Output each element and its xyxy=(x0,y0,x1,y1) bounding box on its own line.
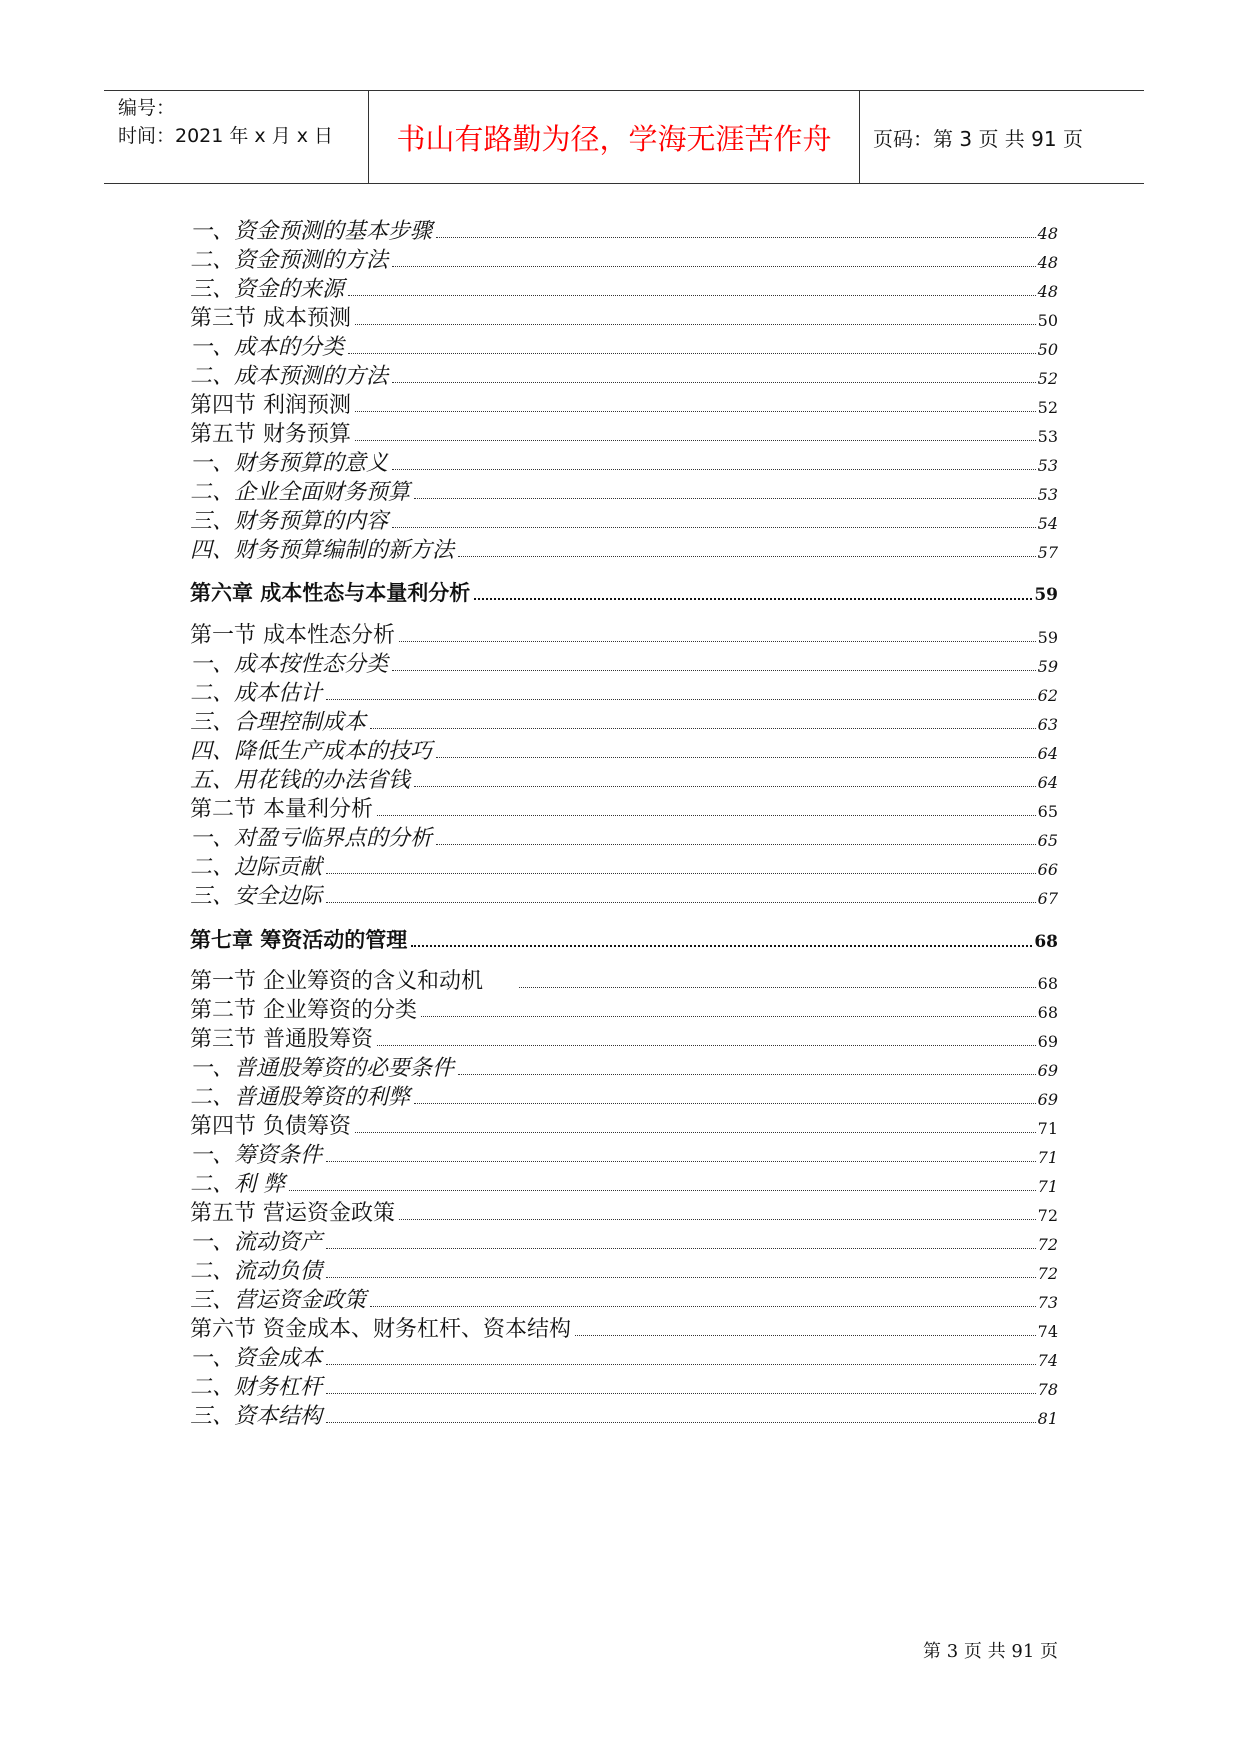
toc-entry-page: 64 xyxy=(1037,744,1058,763)
toc-entry-title: 二、资金预测的方法 xyxy=(190,248,389,273)
toc-leader-dots xyxy=(377,815,1036,816)
header-info-cell xyxy=(104,91,369,183)
toc-entry-title: 第四节 利润预测 xyxy=(190,393,351,418)
toc-entry-title: 四、降低生产成本的技巧 xyxy=(190,739,433,764)
toc-leader-dots xyxy=(326,1393,1036,1394)
toc-leader-dots xyxy=(355,411,1036,412)
toc-entry-page: 48 xyxy=(1037,282,1058,301)
toc-entry[interactable] xyxy=(190,1226,1058,1256)
toc-leader-dots xyxy=(411,945,1032,947)
toc-entry[interactable] xyxy=(190,447,1058,477)
toc-entry-page: 81 xyxy=(1037,1409,1058,1428)
toc-leader-dots xyxy=(399,641,1036,642)
toc-entry[interactable] xyxy=(190,1197,1058,1227)
toc-chapter-entry[interactable] xyxy=(190,577,1058,607)
toc-entry-page: 72 xyxy=(1037,1264,1058,1283)
toc-entry-title: 五、用花钱的办法省钱 xyxy=(190,768,411,793)
toc-entry-page: 74 xyxy=(1037,1351,1058,1370)
toc-entry-page: 65 xyxy=(1037,831,1058,850)
toc-entry[interactable] xyxy=(190,1023,1058,1053)
toc-entry-page: 62 xyxy=(1037,686,1058,705)
toc-entry-page: 69 xyxy=(1037,1032,1058,1051)
toc-entry-page: 72 xyxy=(1037,1235,1058,1254)
toc-entry-title: 三、营运资金政策 xyxy=(190,1288,367,1313)
toc-leader-dots xyxy=(348,353,1036,354)
document-time-label: 时间：2021 年 x 月 x 日 xyxy=(118,125,334,147)
toc-entry-title: 二、企业全面财务预算 xyxy=(190,480,411,505)
toc-entry[interactable] xyxy=(190,851,1058,881)
toc-entry-title: 四、财务预算编制的新方法 xyxy=(190,538,455,563)
toc-entry-title: 二、成本估计 xyxy=(190,681,323,706)
toc-entry-title: 三、资金的来源 xyxy=(190,277,345,302)
toc-leader-dots xyxy=(326,902,1036,903)
toc-leader-dots xyxy=(414,1103,1036,1104)
toc-leader-dots xyxy=(414,498,1036,499)
page-header xyxy=(104,90,1144,184)
toc-entry[interactable] xyxy=(190,1052,1058,1082)
toc-entry-title: 一、普通股筹资的必要条件 xyxy=(190,1056,455,1081)
toc-entry[interactable] xyxy=(190,648,1058,678)
toc-leader-dots xyxy=(474,598,1032,600)
toc-leader-dots xyxy=(392,469,1036,470)
toc-entry-page: 71 xyxy=(1037,1148,1058,1167)
toc-entry-title: 第七章 筹资活动的管理 xyxy=(190,928,408,952)
toc-entry[interactable] xyxy=(190,880,1058,910)
toc-entry-page: 50 xyxy=(1037,311,1058,330)
toc-leader-dots xyxy=(392,527,1036,528)
toc-entry-title: 第五节 财务预算 xyxy=(190,422,351,447)
toc-entry[interactable] xyxy=(190,677,1058,707)
toc-leader-dots xyxy=(436,844,1036,845)
toc-entry-page: 78 xyxy=(1037,1380,1058,1399)
toc-entry-title: 第三节 普通股筹资 xyxy=(190,1027,373,1052)
toc-leader-dots xyxy=(421,1016,1036,1017)
toc-entry-title: 第二节 企业筹资的分类 xyxy=(190,998,417,1023)
toc-leader-dots xyxy=(370,1306,1036,1307)
toc-entry[interactable] xyxy=(190,994,1058,1024)
header-motto-cell xyxy=(369,91,860,183)
toc-leader-dots xyxy=(575,1335,1036,1336)
toc-leader-dots xyxy=(326,1161,1036,1162)
toc-leader-dots xyxy=(392,266,1036,267)
toc-entry-page: 69 xyxy=(1037,1090,1058,1109)
toc-chapter-entry[interactable] xyxy=(190,924,1058,954)
toc-entry[interactable] xyxy=(190,244,1058,274)
toc-entry[interactable] xyxy=(190,1168,1058,1198)
toc-entry-page: 52 xyxy=(1037,369,1058,388)
toc-entry-page: 50 xyxy=(1037,340,1058,359)
toc-leader-dots xyxy=(326,1248,1036,1249)
toc-leader-dots xyxy=(399,1219,1036,1220)
toc-entry[interactable] xyxy=(190,331,1058,361)
toc-entry[interactable] xyxy=(190,273,1058,303)
toc-entry-title: 一、成本按性态分类 xyxy=(190,652,389,677)
toc-entry[interactable] xyxy=(190,302,1058,332)
toc-leader-dots xyxy=(370,728,1036,729)
toc-entry[interactable] xyxy=(190,619,1058,649)
toc-entry-title: 二、边际贡献 xyxy=(190,855,323,880)
toc-leader-dots xyxy=(414,786,1036,787)
toc-entry-title: 第三节 成本预测 xyxy=(190,306,351,331)
toc-leader-dots xyxy=(458,556,1036,557)
toc-entry-title: 第四节 负债筹资 xyxy=(190,1114,351,1139)
toc-entry[interactable] xyxy=(190,706,1058,736)
toc-leader-dots xyxy=(326,699,1036,700)
toc-leader-dots xyxy=(326,1277,1036,1278)
toc-entry-page: 48 xyxy=(1037,224,1058,243)
toc-entry-title: 二、利 弊 xyxy=(190,1172,285,1197)
toc-leader-dots xyxy=(519,987,1036,988)
toc-entry-page: 69 xyxy=(1037,1061,1058,1080)
toc-entry-page: 54 xyxy=(1037,514,1058,533)
toc-entry-page: 48 xyxy=(1037,253,1058,272)
toc-entry-page: 64 xyxy=(1037,773,1058,792)
toc-leader-dots xyxy=(355,1132,1036,1133)
toc-entry-page: 53 xyxy=(1037,485,1058,504)
toc-entry-title: 第一节 企业筹资的含义和动机 xyxy=(190,969,483,994)
toc-entry[interactable] xyxy=(190,476,1058,506)
toc-entry[interactable] xyxy=(190,1342,1058,1372)
toc-leader-dots xyxy=(355,440,1036,441)
toc-leader-dots xyxy=(377,1045,1036,1046)
toc-entry[interactable] xyxy=(190,360,1058,390)
toc-entry-page: 65 xyxy=(1037,802,1058,821)
toc-leader-dots xyxy=(348,295,1036,296)
header-page-cell xyxy=(860,91,1144,183)
toc-entry-title: 二、成本预测的方法 xyxy=(190,364,389,389)
toc-entry-page: 59 xyxy=(1037,657,1058,676)
toc-entry-title: 二、财务杠杆 xyxy=(190,1375,323,1400)
toc-entry[interactable] xyxy=(190,215,1058,245)
toc-entry[interactable] xyxy=(190,1139,1058,1169)
toc-entry-page: 53 xyxy=(1037,456,1058,475)
document-number-label: 编号： xyxy=(118,97,176,119)
toc-entry[interactable] xyxy=(190,505,1058,535)
toc-leader-dots xyxy=(436,757,1036,758)
toc-entry-page: 71 xyxy=(1037,1177,1058,1196)
toc-entry-title: 三、安全边际 xyxy=(190,884,323,909)
toc-entry-title: 三、资本结构 xyxy=(190,1404,323,1429)
toc-entry[interactable] xyxy=(190,1255,1058,1285)
toc-leader-dots xyxy=(392,382,1036,383)
toc-entry-title: 二、流动负债 xyxy=(190,1259,323,1284)
toc-entry[interactable] xyxy=(190,418,1058,448)
toc-entry-page: 52 xyxy=(1037,398,1058,417)
toc-entry-title: 三、合理控制成本 xyxy=(190,710,367,735)
toc-entry-page: 59 xyxy=(1034,585,1058,605)
toc-entry-page: 72 xyxy=(1037,1206,1058,1225)
toc-entry[interactable] xyxy=(190,1284,1058,1314)
toc-entry-page: 59 xyxy=(1037,628,1058,647)
toc-entry-page: 53 xyxy=(1037,427,1058,446)
toc-leader-dots xyxy=(326,873,1036,874)
toc-leader-dots xyxy=(326,1364,1036,1365)
toc-entry[interactable] xyxy=(190,1400,1058,1430)
toc-entry-title: 三、财务预算的内容 xyxy=(190,509,389,534)
toc-entry[interactable] xyxy=(190,764,1058,794)
toc-entry-title: 第二节 本量利分析 xyxy=(190,797,373,822)
toc-entry-page: 57 xyxy=(1037,543,1058,562)
toc-entry-page: 74 xyxy=(1037,1322,1058,1341)
toc-entry[interactable] xyxy=(190,1110,1058,1140)
toc-leader-dots xyxy=(355,324,1036,325)
toc-leader-dots xyxy=(458,1074,1036,1075)
toc-entry-title: 一、筹资条件 xyxy=(190,1143,323,1168)
toc-entry-title: 第一节 成本性态分析 xyxy=(190,623,395,648)
toc-entry[interactable] xyxy=(190,389,1058,419)
toc-entry[interactable] xyxy=(190,793,1058,823)
toc-entry[interactable] xyxy=(190,965,1058,995)
toc-entry-title: 一、资金预测的基本步骤 xyxy=(190,219,433,244)
toc-entry-page: 68 xyxy=(1037,974,1058,993)
toc-leader-dots xyxy=(392,670,1036,671)
header-motto: 书山有路勤为径，学海无涯苦作舟 xyxy=(396,121,832,156)
toc-entry-page: 68 xyxy=(1037,1003,1058,1022)
toc-leader-dots xyxy=(436,237,1036,238)
toc-entry[interactable] xyxy=(190,1371,1058,1401)
toc-entry-title: 二、普通股筹资的利弊 xyxy=(190,1085,411,1110)
toc-entry-page: 71 xyxy=(1037,1119,1058,1138)
toc-entry-title: 一、对盈亏临界点的分析 xyxy=(190,826,433,851)
toc-leader-dots xyxy=(289,1190,1036,1191)
toc-entry-page: 66 xyxy=(1037,860,1058,879)
toc-entry-title: 一、成本的分类 xyxy=(190,335,345,360)
toc-entry[interactable] xyxy=(190,534,1058,564)
toc-entry-title: 第六章 成本性态与本量利分析 xyxy=(190,581,471,605)
toc-entry-page: 63 xyxy=(1037,715,1058,734)
toc-entry-title: 第六节 资金成本、财务杠杆、资本结构 xyxy=(190,1317,571,1342)
toc-entry-title: 第五节 营运资金政策 xyxy=(190,1201,395,1226)
toc-entry-title: 一、资金成本 xyxy=(190,1346,323,1371)
toc-entry-page: 68 xyxy=(1034,932,1058,952)
toc-entry[interactable] xyxy=(190,822,1058,852)
toc-entry[interactable] xyxy=(190,1313,1058,1343)
toc-entry-title: 一、财务预算的意义 xyxy=(190,451,389,476)
toc-entry-page: 67 xyxy=(1037,889,1058,908)
toc-entry-page: 73 xyxy=(1037,1293,1058,1312)
toc-entry-title: 一、流动资产 xyxy=(190,1230,323,1255)
header-page-code: 页码：第 3 页 共 91 页 xyxy=(873,126,1083,151)
toc-entry[interactable] xyxy=(190,735,1058,765)
toc-leader-dots xyxy=(326,1422,1036,1423)
toc-entry[interactable] xyxy=(190,1081,1058,1111)
page-footer-number: 第 3 页 共 91 页 xyxy=(923,1641,1058,1662)
